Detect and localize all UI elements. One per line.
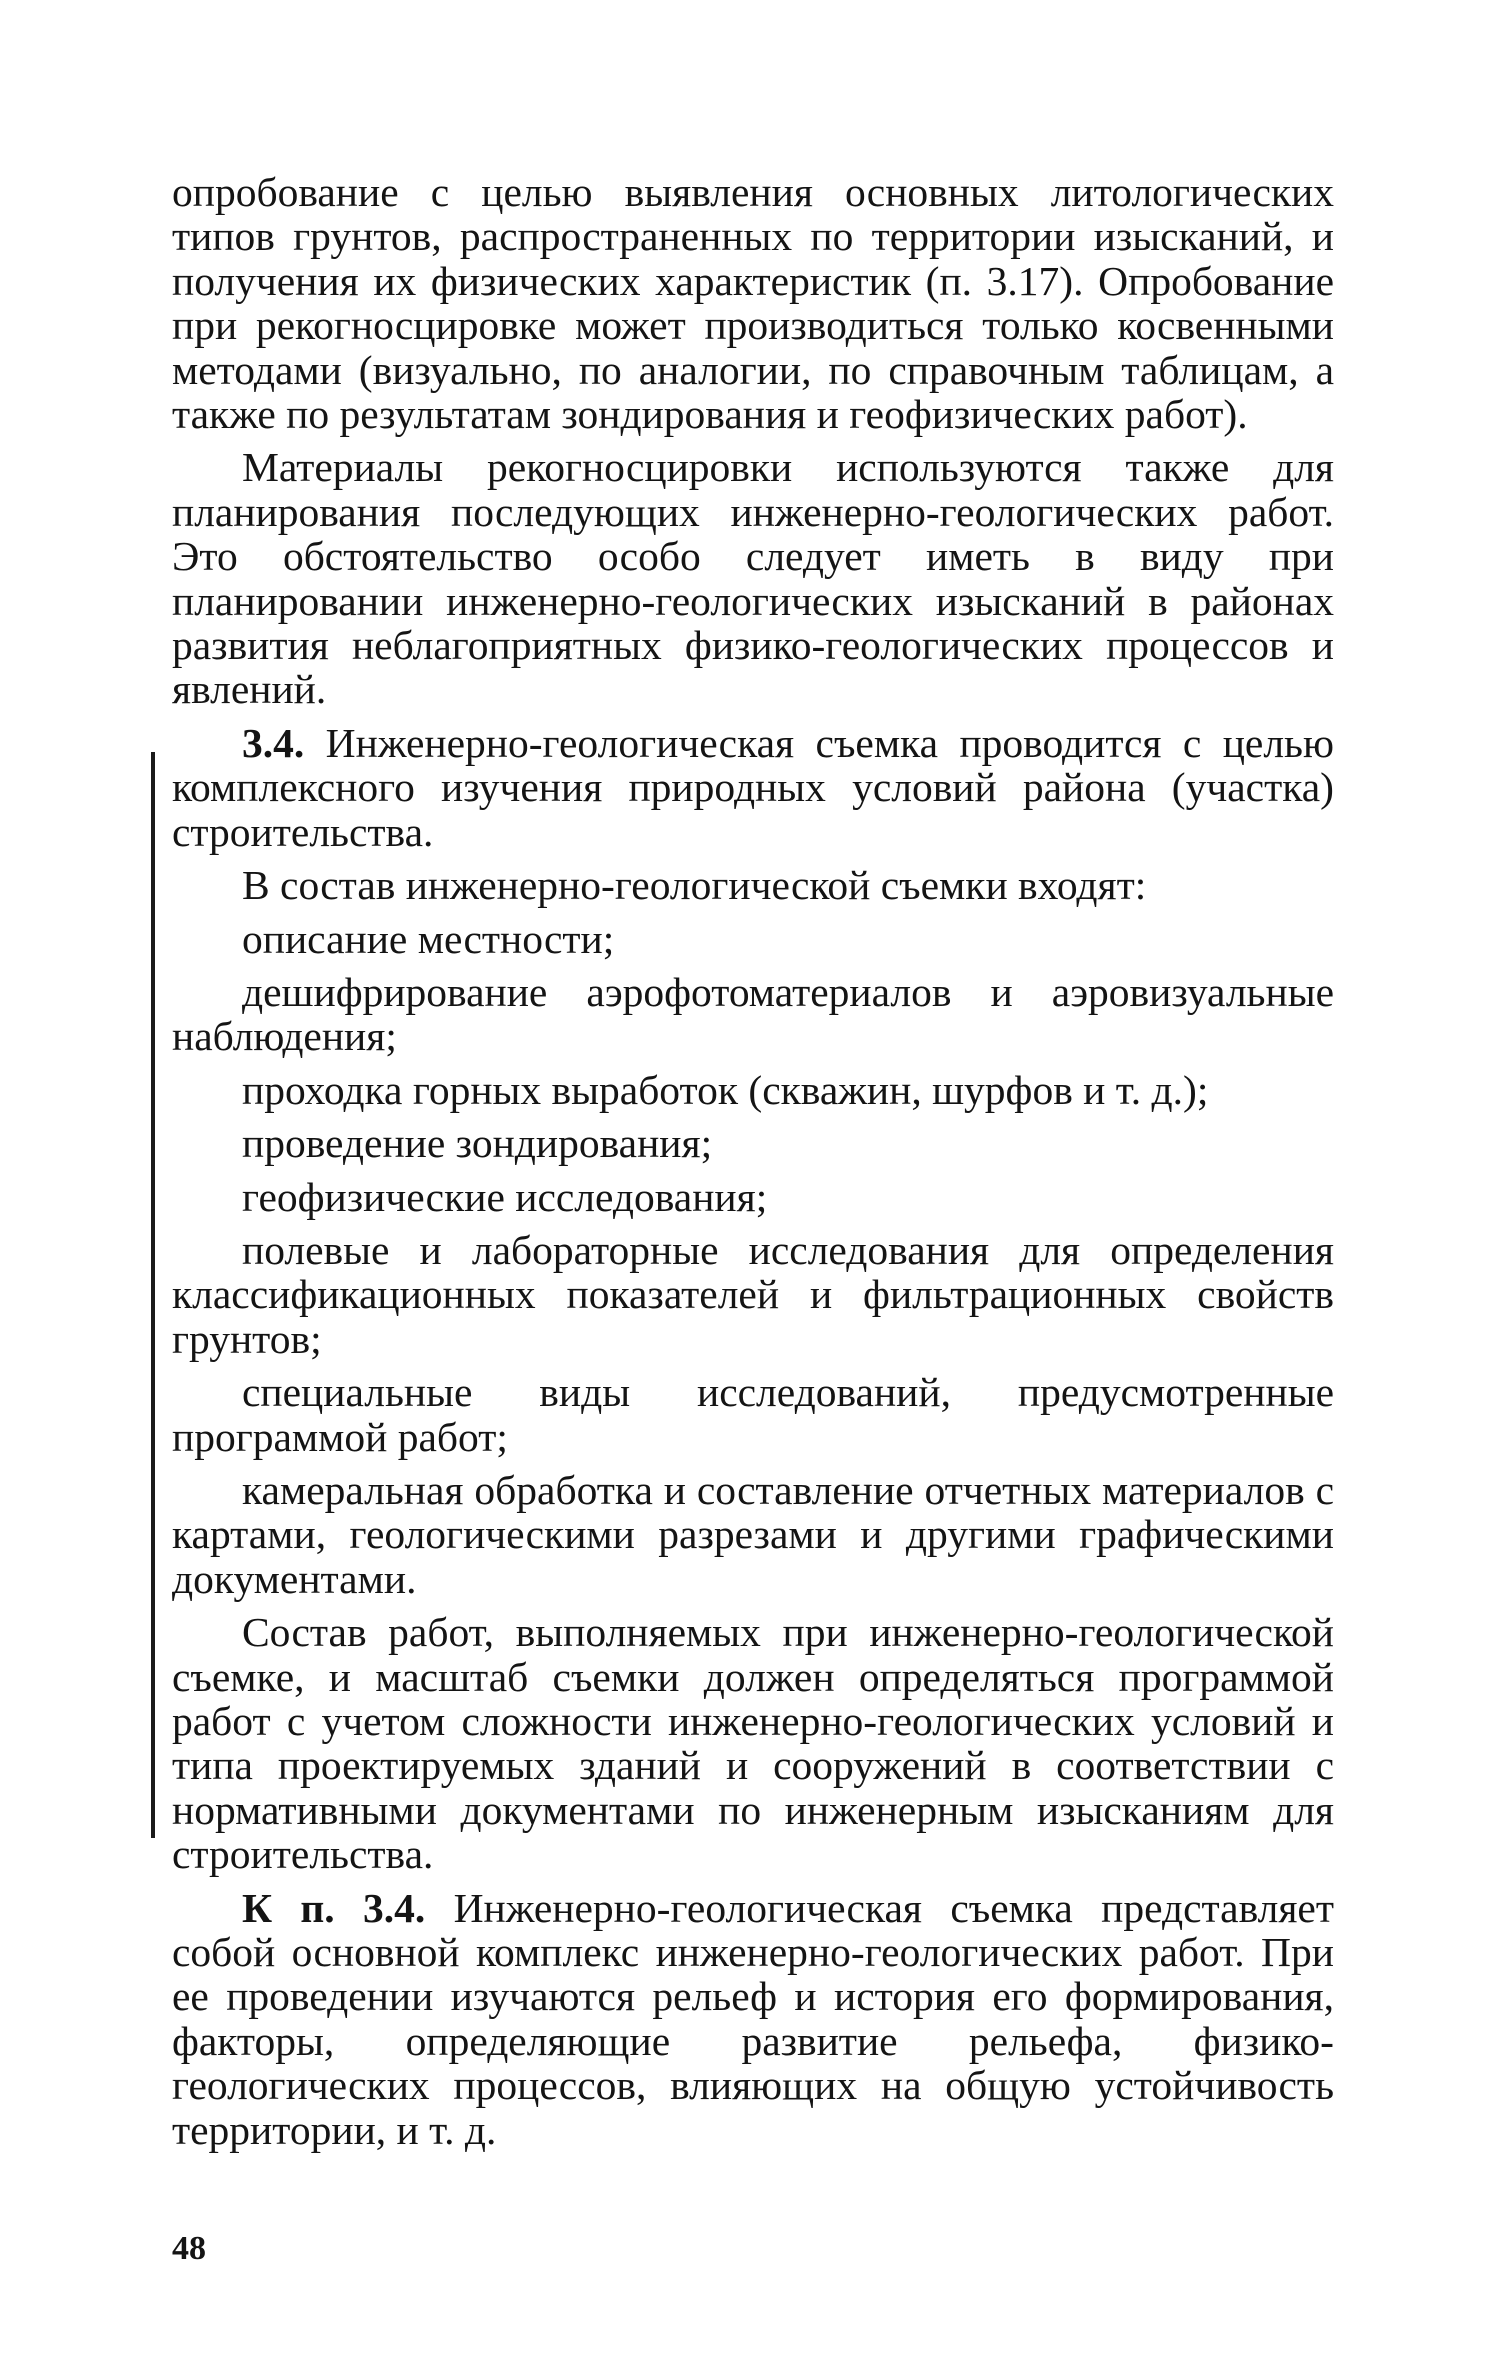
list-item: камеральная обработка и составление отчетных материалов с картами, геологическими разрезами и другими графическими документами. [172, 1466, 1334, 1602]
margin-change-bar [151, 752, 155, 1838]
paragraph-continuation: опробование с целью выявления основных литологических типов грунтов, распространенных по территории изысканий, и получения их физических характеристик (п. 3.17). Опробование при рекогносцировке может производиться только косвенными методами (визуально, по аналогии, по справочным таблицам, а также по результатам зондирования и геофизических работ). [172, 169, 1334, 438]
commentary-to-section-3-4: К п. 3.4. Инженерно-геологическая съемка представляет собой основной комплекс инженерно-геологических работ. При ее проведении изучаются рельеф и история его формирования, факторы, определяющие развитие рельефа, физико-геологических процессов, влияющих на общую устойчивость территории, и т. д. [172, 1884, 1334, 2153]
list-item: дешифрирование аэрофотоматериалов и аэровизуальные наблюдения; [172, 968, 1334, 1060]
list-item: проведение зондирования; [242, 1120, 713, 1167]
page-number: 48 [172, 2230, 206, 2267]
list-item: полевые и лабораторные исследования для определения классификационных показателей и фильтрационных свойств грунтов; [172, 1226, 1334, 1362]
list-item: геофизические исследования; [242, 1173, 768, 1220]
paragraph: В состав инженерно-геологической съемки входят: [242, 862, 1147, 909]
list-item: проходка горных выработок (скважин, шурфов и т. д.); [242, 1066, 1209, 1113]
body-text [172, 170, 1334, 2152]
commentary-reference: К п. 3.4. [242, 1884, 426, 1931]
section-number: 3.4. [242, 719, 305, 766]
list-item: специальные виды исследований, предусмотренные программой работ; [172, 1369, 1334, 1460]
section-3-4: 3.4. Инженерно-геологическая съемка проводится с целью комплексного изучения природных условий района (участка) строительства. [172, 719, 1334, 855]
list-item: описание местности; [242, 915, 615, 962]
paragraph: Состав работ, выполняемых при инженерно-геологической съемке, и масштаб съемки должен определяться программой работ с учетом сложности инженерно-геологических условий и типа проектируемых зданий и сооружений в соответствии с нормативными документами по инженерным изысканиям для строительства. [172, 1609, 1334, 1878]
paragraph: Материалы рекогносцировки используются также для планирования последующих инженерно-геологических работ. Это обстоятельство особо следует иметь в виду при планировании инженерно-геологических изысканий в районах развития неблагоприятных физико-геологических процессов и явлений. [172, 444, 1334, 713]
